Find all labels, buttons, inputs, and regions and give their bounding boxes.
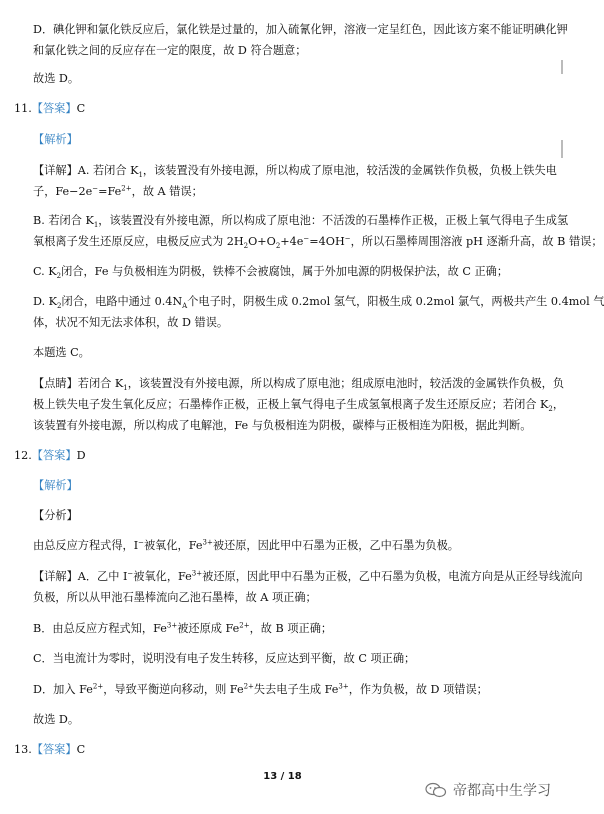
choose-d: 故选 D。 — [33, 72, 80, 85]
answer-value: D — [76, 449, 86, 462]
detail-c-line: C．当电流计为零时，说明没有电子发生转移，反应达到平衡，故 C 项正确； — [33, 652, 416, 665]
detail-d-line: D. $K_2$闭合，电路中通过 $0.4N_A$个电子时，阴极生成 0.2mol 氢气，阳极生成 0.2mol 氯气，两极共产生 0.4mol 气 — [33, 295, 604, 311]
comment-line: 极上铁失电子发生氧化反应；石墨棒作正极，正极上氧气得电子生成氢氧根离子发生还原反应；若闭合 $K_2$， — [33, 398, 565, 414]
answer-value: C — [76, 743, 86, 756]
fenxi-tag: 【分析】 — [33, 509, 78, 522]
comment-tag: 【点睛】 — [33, 377, 78, 390]
page-edge-mark — [561, 60, 563, 74]
page-number: 13 / 18 — [263, 771, 302, 782]
watermark-text: 帝都高中生学习 — [453, 783, 551, 799]
question-13-answer — [14, 743, 85, 757]
answer-value: C — [76, 102, 86, 115]
choose-c: 本题选 C。 — [33, 346, 90, 359]
detail-a-line: 负极，所以从甲池石墨棒流向乙池石墨棒，故 A 项正确； — [33, 591, 317, 604]
watermark — [425, 780, 551, 800]
detail-d-line: D．加入 $Fe^{2+}$，导致平衡逆向移动，则 $Fe^{2+}$失去电子生成 $Fe^{3+}$，作为负极，故 D 项错误； — [33, 682, 488, 696]
answer-tag: 【答案】 — [31, 743, 77, 756]
detail-tag: 【详解】 — [33, 164, 78, 177]
answer-tag: 【答案】 — [31, 449, 77, 462]
analysis-tag: 【解析】 — [33, 479, 78, 492]
detail-a-line: 【详解】A. 若闭合 $K_1$，该装置没有外接电源，所以构成了原电池，较活泼的金属铁作负极，负极上铁失电 — [33, 164, 557, 180]
detail-d-line: 体，状况不知无法求体积，故 D 错误。 — [33, 316, 229, 329]
question-12-answer — [14, 449, 86, 463]
question-11-answer — [14, 102, 85, 116]
fenxi-line: 由总反应方程式得，I−被氧化，$Fe^{3+}$被还原，因此甲中石墨为正极，乙中石墨为负极。 — [33, 538, 459, 552]
answer-tag: 【答案】 — [31, 102, 77, 115]
detail-a-line: 子，$Fe-2e^-=Fe^{2+}$，故 A 错误； — [33, 184, 203, 198]
detail-b-line: 氧根离子发生还原反应，电极反应式为 $2H_2O+O_2+4e^-=4OH^-$，所以石墨棒周围溶液 pH 逐渐升高，故 B 错误； — [33, 234, 603, 251]
question-number: 11. — [14, 102, 32, 115]
analysis-tag: 【解析】 — [33, 133, 78, 146]
comment-line: 【点睛】若闭合 $K_1$，该装置没有外接电源，所以构成了原电池；组成原电池时，较活泼的金属铁作负极，负 — [33, 377, 565, 393]
question-number: 13. — [14, 743, 32, 756]
choose-d: 故选 D。 — [33, 713, 80, 726]
detail-b-line: B．由总反应方程式知，$Fe^{3+}$被还原成 $Fe^{2+}$，故 B 项正确； — [33, 621, 333, 635]
question-number: 12. — [14, 449, 32, 462]
option-d-line: D．碘化钾和氯化铁反应后，氯化铁是过量的，加入硫氰化钾，溶液一定呈红色，因此该方案不能证明碘化钾 — [33, 23, 568, 36]
option-d-line: 和氯化铁之间的反应存在一定的限度，故 D 符合题意； — [33, 44, 307, 57]
page-edge-mark — [561, 140, 563, 158]
detail-b-line: B. 若闭合 $K_1$，该装置没有外接电源，所以构成了原电池：不活泼的石墨棒作正极，正极上氧气得电子生成氢 — [33, 214, 569, 230]
detail-c-line: C. $K_2$闭合，Fe 与负极相连为阴极，铁棒不会被腐蚀，属于外加电源的阴极保护法，故 C 正确； — [33, 265, 509, 281]
comment-line: 该装置有外接电源，所以构成了电解池，Fe 与负极相连为阴极，碳棒与正极相连为阳极，据此判断。 — [33, 419, 532, 432]
wechat-icon — [425, 782, 447, 798]
detail-tag: 【详解】 — [33, 570, 78, 583]
detail-a-line: 【详解】A．乙中 I−被氧化，$Fe^{3+}$被还原，因此甲中石墨为正极，乙中石墨为负极，电流方向是从正经导线流向 — [33, 569, 583, 583]
